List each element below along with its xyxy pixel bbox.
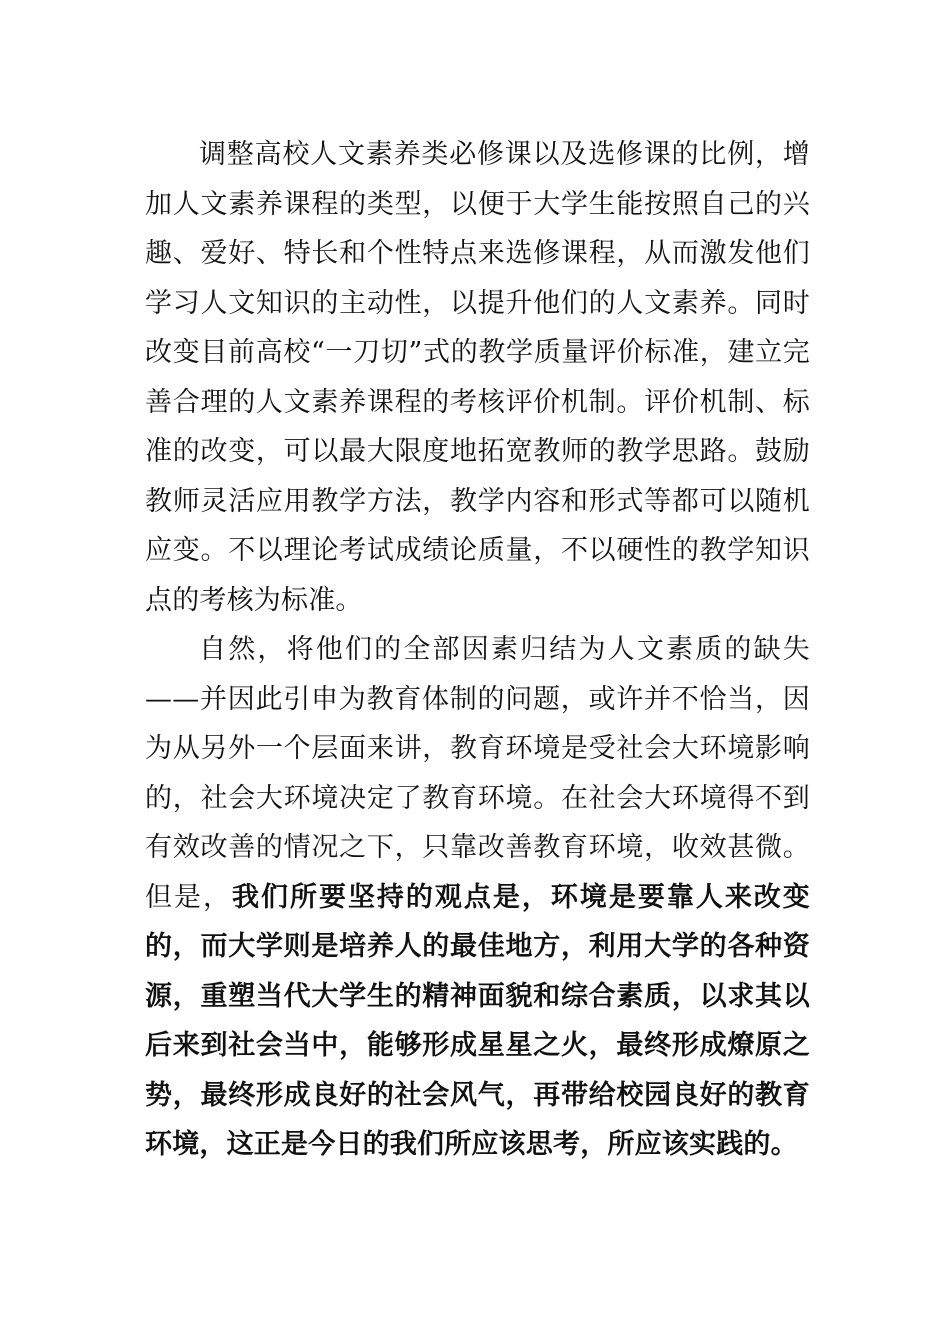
paragraph-2-text: 自然，将他们的全部因素归结为人文素质的缺失——并因此引申为教育体制的问题，或许并不恰当，因为从另外一个层面来讲，教育环境是受社会大环境影响的，社会大环境决定了教育环境。在社会大环境得不到有效改善的情况之下，只靠改善教育环境，收效甚微。但是， [145, 634, 810, 913]
paragraph-2-bold-text: 我们所要坚持的观点是，环境是要靠人来改变的，而大学则是培养人的最佳地方，利用大学的各种资源，重塑当代大学生的精神面貌和综合素质，以求其以后来到社会当中，能够形成星星之火，最终形成燎原之势，最终形成良好的社会风气，再带给校园良好的教育环境，这正是今日的我们所应该思考，所应该实践的。 [145, 881, 811, 1160]
paragraph-2 [145, 625, 810, 1170]
document-page [145, 130, 810, 1170]
paragraph-1 [145, 130, 810, 625]
paragraph-1-text: 调整高校人文素养类必修课以及选修课的比例，增加人文素养课程的类型，以便于大学生能按照自己的兴趣、爱好、特长和个性特点来选修课程，从而激发他们学习人文知识的主动性，以提升他们的人文素养。同时改变目前高校“一刀切”式的教学质量评价标准，建立完善合理的人文素养课程的考核评价机制。评价机制、标准的改变，可以最大限度地拓宽教师的教学思路。鼓励教师灵活应用教学方法，教学内容和形式等都可以随机应变。不以理论考试成绩论质量，不以硬性的教学知识点的考核为标准。 [145, 139, 810, 616]
